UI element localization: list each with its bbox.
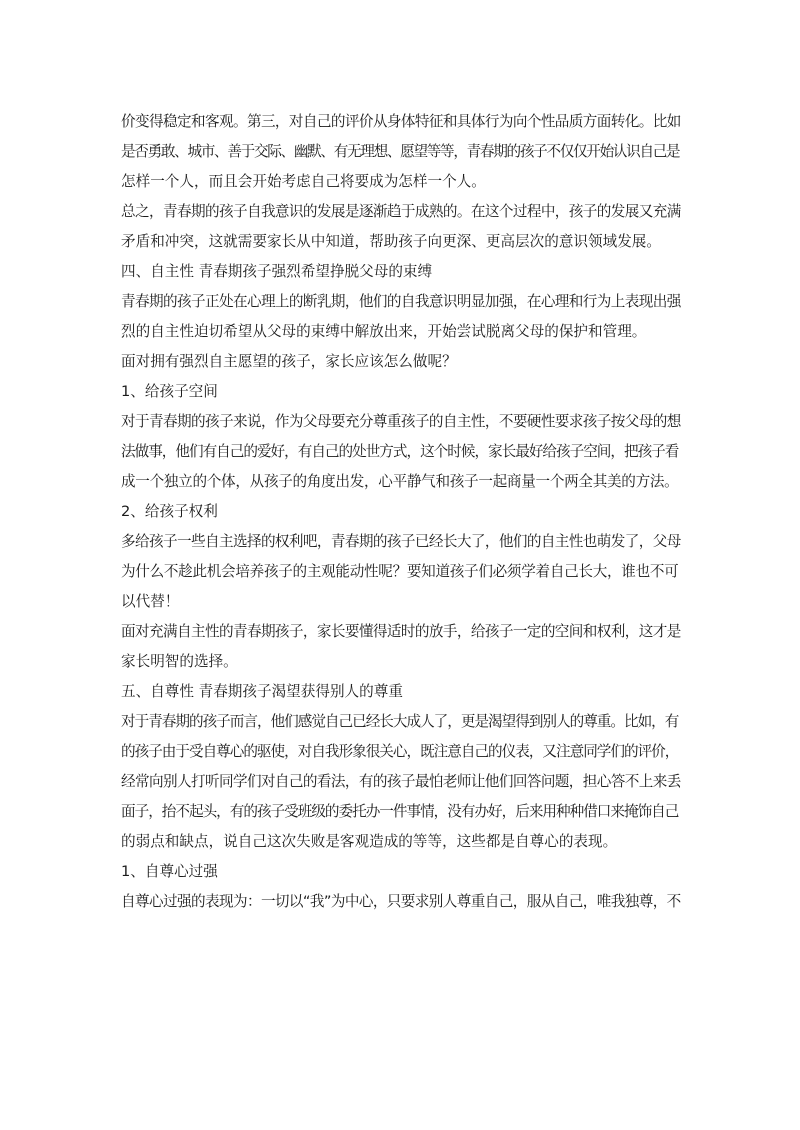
section-heading: 四、自主性 青春期孩子强烈希望挣脱父母的束缚 <box>121 263 433 280</box>
text-line: 对于青春期的孩子而言，他们感觉自己已经长大成人了，更是渴望得到别人的尊重。比如，有 <box>121 713 679 730</box>
text-line: 青春期的孩子正处在心理上的断乳期，他们的自我意识明显加强，在心理和行为上表现出强 <box>121 293 681 310</box>
text-line: 怎样一个人，而且会开始考虑自己将要成为怎样一个人。 <box>121 173 486 190</box>
text-line: 矛盾和冲突，这就需要家长从中知道，帮助孩子向更深、更高层次的意识领域发展。 <box>121 233 661 250</box>
text-line: 是否勇敢、城市、善于交际、幽默、有无理想、愿望等等，青春期的孩子不仅仅开始认识自己是 <box>121 143 680 160</box>
text-line: 的弱点和缺点，说自己这次失败是客观造成的等等，这些都是自尊心的表现。 <box>121 833 618 850</box>
text-line: 面子，抬不起头，有的孩子受班级的委托办一件事情，没有办好，后来用种种借口来掩饰自己 <box>121 803 679 820</box>
text-line: 多给孩子一些自主选择的权利吧，青春期的孩子已经长大了，他们的自主性也萌发了，父母 <box>121 533 681 550</box>
subsection-heading: 2、给孩子权利 <box>121 503 218 520</box>
text-line: 价变得稳定和客观。第三，对自己的评价从身体特征和具体行为向个性品质方面转化。比如 <box>121 113 681 130</box>
text-line: 的孩子由于受自尊心的驱使，对自我形象很关心，既注意自己的仪表，又注意同学们的评价， <box>121 743 679 760</box>
document-page <box>121 107 681 917</box>
subsection-heading: 1、自尊心过强 <box>121 863 218 880</box>
text-line: 烈的自主性迫切希望从父母的束缚中解放出来，开始尝试脱离父母的保护和管理。 <box>121 323 647 340</box>
text-line: 面对拥有强烈自主愿望的孩子，家长应该怎么做呢？ <box>121 353 457 370</box>
subsection-heading: 1、给孩子空间 <box>121 383 218 400</box>
text-line: 家长明智的选择。 <box>121 653 238 670</box>
text-line: 法做事，他们有自己的爱好，有自己的处世方式，这个时候，家长最好给孩子空间，把孩子看 <box>121 443 679 460</box>
text-line: 经常向别人打听同学们对自己的看法，有的孩子最怕老师让他们回答问题，担心答不上来丢 <box>121 773 681 790</box>
text-line: 总之，青春期的孩子自我意识的发展是逐渐趋于成熟的。在这个过程中，孩子的发展又充满 <box>121 203 681 220</box>
text-line: 成一个独立的个体，从孩子的角度出发，心平静气和孩子一起商量一个两全其美的方法。 <box>121 473 679 490</box>
text-line: 对于青春期的孩子来说，作为父母要充分尊重孩子的自主性，不要硬性要求孩子按父母的想 <box>121 413 681 430</box>
text-line: 自尊心过强的表现为：一切以“我”为中心，只要求别人尊重自己，服从自己，唯我独尊，不 <box>121 893 681 910</box>
section-heading: 五、自尊性 青春期孩子渴望获得别人的尊重 <box>121 683 403 700</box>
text-line: 面对充满自主性的青春期孩子，家长要懂得适时的放手，给孩子一定的空间和权利，这才是 <box>121 623 681 640</box>
text-line: 以代替！ <box>121 593 180 610</box>
text-line: 为什么不趁此机会培养孩子的主观能动性呢？要知道孩子们必须学着自己长大，谁也不可 <box>121 563 679 580</box>
